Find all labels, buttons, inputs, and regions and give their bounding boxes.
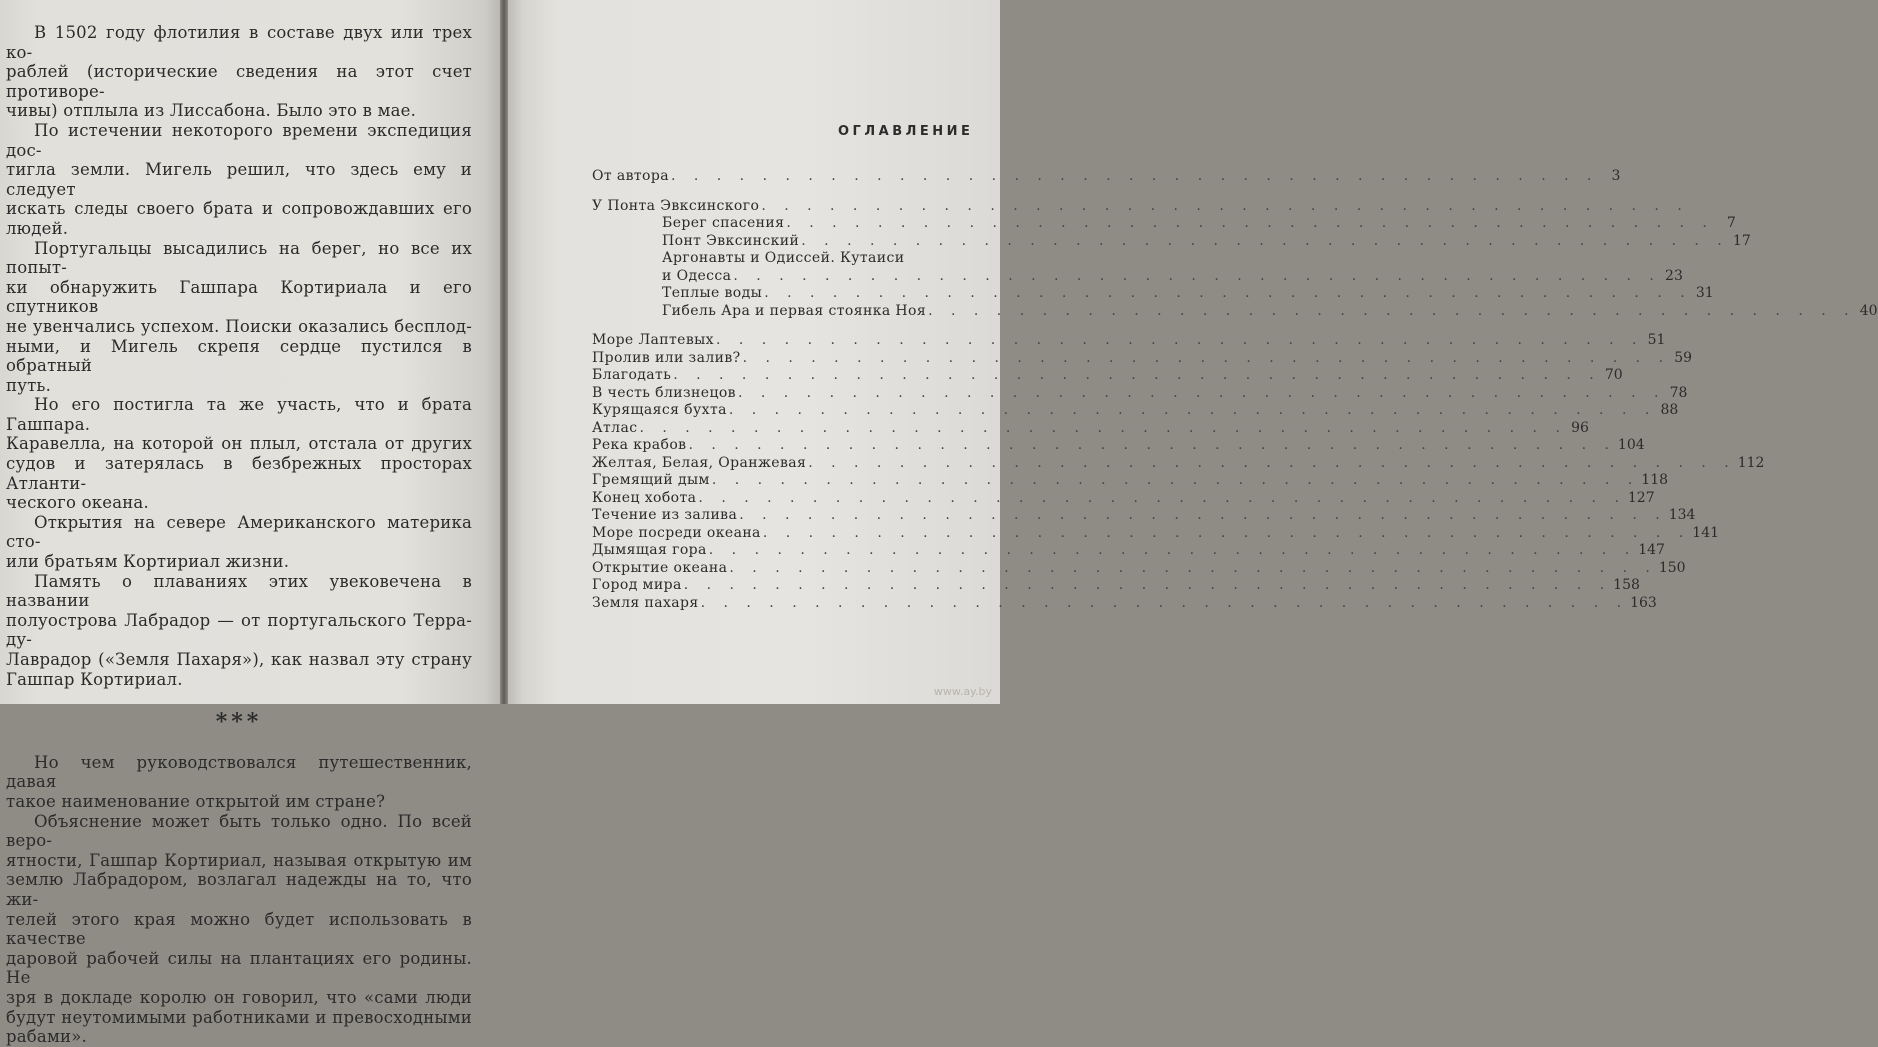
toc-entry-title: Море посреди океана bbox=[592, 524, 761, 541]
toc-entry bbox=[592, 332, 1666, 350]
toc-page-number: 70 bbox=[1604, 367, 1623, 383]
text-line: Объяснение может быть только одно. По всей веро- bbox=[6, 811, 472, 851]
text-line: В 1502 году флотилия в составе двух или трех ко- bbox=[6, 23, 472, 62]
book-gutter bbox=[500, 0, 508, 704]
text-line: раблей (исторические сведения на этот счет противоре- bbox=[6, 62, 472, 101]
toc-page-number: 7 bbox=[1726, 215, 1736, 231]
toc-spacer bbox=[592, 320, 972, 332]
text-line: искать следы своего брата и сопровождавших его bbox=[6, 199, 472, 219]
toc-page-number: 31 bbox=[1695, 285, 1714, 301]
toc-entry-title: Город мира bbox=[592, 577, 682, 593]
toc-entry-title: Река крабов bbox=[592, 437, 687, 453]
toc-leader-dots: . . . . . . . . . . . . . . . . . . . . . . . . . . . . . . . . . . . . . . . . . bbox=[688, 437, 1616, 453]
text-line: тигла земли. Мигель решил, что здесь ему и следует bbox=[6, 160, 472, 199]
toc-entry-title: Теплые воды bbox=[662, 285, 763, 301]
toc-entry-title: От автора bbox=[592, 168, 669, 184]
toc-leader-dots: . . . . . . . . . . . . . . . . . . . . . . . . . . . . . . . . . . . . . . . . . bbox=[928, 302, 1856, 319]
toc-entry-title: Море Лаптевых bbox=[592, 332, 714, 348]
text-line: ятности, Гашпар Кортириал, называя открытую им bbox=[6, 850, 472, 870]
toc-page-number: 112 bbox=[1737, 454, 1765, 471]
text-line: Каравелла, на которой он плыл, отстала от других bbox=[6, 434, 472, 454]
toc-entry bbox=[592, 250, 972, 268]
toc-entry bbox=[592, 215, 1736, 233]
toc-entry bbox=[592, 384, 1688, 403]
toc-entry bbox=[592, 402, 1679, 420]
toc-page-number: 78 bbox=[1669, 384, 1688, 401]
toc-entry bbox=[592, 437, 1645, 455]
paragraph bbox=[6, 812, 472, 1047]
toc-leader-dots: . . . . . . . . . . . . . . . . . . . . . . . . . . . . . . . . . . . . . . . . . bbox=[700, 594, 1629, 611]
paragraph bbox=[6, 23, 472, 121]
text-line: будут неутомимыми работниками и превосходными bbox=[6, 1007, 472, 1027]
toc-entry-title: Понт Эвксинский bbox=[662, 232, 800, 249]
toc-leader-dots: . . . . . . . . . . . . . . . . . . . . . . . . . . . . . . . . . . . . . . . . . bbox=[728, 402, 1657, 418]
text-line: такое наименование открытой им стране? bbox=[6, 791, 386, 811]
toc-entry bbox=[592, 524, 1720, 543]
toc-page-number: 163 bbox=[1630, 594, 1657, 611]
toc-page-number: 88 bbox=[1660, 402, 1679, 418]
text-line: землю Лабрадором, возлагал надежды на то, что жи- bbox=[6, 870, 472, 909]
toc-page-number: 150 bbox=[1658, 559, 1686, 576]
toc-leader-dots: . . . . . . . . . . . . . . . . . . . . . . . . . . . . . . . . . . . . . . . . . bbox=[808, 454, 1736, 471]
toc-entry-title: Открытие океана bbox=[592, 559, 728, 576]
toc-entry bbox=[592, 454, 1765, 473]
toc-entry bbox=[592, 542, 1665, 560]
toc-leader-dots: . . . . . . . . . . . . . . . . . . . . . . . . . . . . . . . . . . . . . . . . . bbox=[683, 577, 1612, 593]
toc-leader-dots: . . . . . . . . . . . . . . . . . . . . . . . . . . . . . . . . . . . . . . . . . bbox=[742, 349, 1671, 366]
toc-leader-dots: . . . . . . . . . . . . . . . . . . . . . . . . . . . . . . . . . . . . . . . . . bbox=[737, 384, 1666, 401]
toc-entry bbox=[592, 302, 1878, 321]
toc-page-number: 118 bbox=[1641, 472, 1669, 488]
toc-page-number: 158 bbox=[1613, 577, 1640, 593]
toc-entry-title: Гибель Ара и первая стоянка Ноя bbox=[662, 302, 927, 319]
text-line: телей этого края можно будет использовать в качестве bbox=[6, 909, 472, 949]
toc-leader-dots: . . . . . . . . . . . . . . . . . . . . . . . . . . . . . . . . . . . . . . . . . bbox=[708, 542, 1637, 558]
toc-entry-title: Гремящий дым bbox=[592, 472, 710, 488]
toc-page-number: 147 bbox=[1638, 542, 1665, 558]
toc-page-number: 3 bbox=[1611, 168, 1621, 184]
text-line: Лаврадор («Земля Пахаря»), как назвал эту страну bbox=[6, 650, 472, 669]
toc-page-number: 23 bbox=[1665, 267, 1683, 284]
text-line: путь. bbox=[6, 375, 52, 395]
toc-page-number: 59 bbox=[1674, 349, 1693, 366]
text-line: чивы) отплыла из Лиссабона. Было это в мае. bbox=[6, 101, 417, 121]
toc-entry bbox=[592, 559, 1686, 578]
toc-entry bbox=[592, 472, 1669, 490]
toc-entry bbox=[592, 489, 1655, 508]
toc-entry-title: Земля пахаря bbox=[592, 594, 699, 611]
text-line: Но чем руководствовался путешественник, давая bbox=[6, 752, 472, 792]
toc-leader-dots: . . . . . . . . . . . . . . . . . . . . . . . . . . . . . . . . . . . . . . . . . bbox=[733, 267, 1661, 284]
text-line: рабами». bbox=[6, 1027, 87, 1047]
toc-entry bbox=[592, 419, 1589, 438]
paragraph bbox=[6, 753, 472, 812]
toc-page-number: 51 bbox=[1647, 332, 1666, 348]
text-line: не увенчались успехом. Поиски оказались бесплод- bbox=[6, 316, 472, 336]
table-of-contents bbox=[592, 168, 1878, 612]
toc-entry-title: Атлас bbox=[592, 419, 638, 436]
toc-leader-dots: . . . . . . . . . . . . . . . . . . . . . . . . . . . . . . . . . . . . . . . . . bbox=[761, 197, 1689, 214]
toc-entry bbox=[592, 577, 1640, 595]
toc-entry-title: Берег спасения bbox=[662, 215, 785, 231]
toc-leader-dots: . . . . . . . . . . . . . . . . . . . . . . . . . . . . . . . . . . . . . . . . . bbox=[786, 215, 1714, 231]
toc-leader-dots: . . . . . . . . . . . . . . . . . . . . . . . . . . . . . . . . . . . . . . . . . bbox=[711, 472, 1640, 488]
toc-entry-title: Течение из залива bbox=[592, 507, 738, 523]
text-line: ческого океана. bbox=[6, 493, 149, 513]
toc-entry bbox=[592, 168, 1621, 186]
toc-entry-title: Аргонавты и Одиссей. Кутаиси bbox=[662, 250, 905, 266]
bottom-paragraphs bbox=[6, 753, 472, 1047]
toc-entry-title: Желтая, Белая, Оранжевая bbox=[592, 454, 807, 471]
text-line: людей. bbox=[6, 218, 69, 238]
toc-spacer bbox=[592, 186, 972, 198]
text-line: судов и затерялась в безбрежных просторах Атланти- bbox=[6, 454, 472, 493]
toc-entry-title: Курящаяся бухта bbox=[592, 402, 727, 418]
toc-page-number: 96 bbox=[1571, 419, 1589, 436]
toc-entry-title: Пролив или залив? bbox=[592, 349, 741, 366]
toc-leader-dots: . . . . . . . . . . . . . . . . . . . . . . . . . . . . . . . . . . . . . . . . . bbox=[670, 168, 1599, 184]
text-line: По истечении некоторого времени экспедиция дос- bbox=[6, 120, 472, 160]
text-line: или братьям Кортириал жизни. bbox=[6, 552, 290, 572]
toc-leader-dots: . . . . . . . . . . . . . . . . . . . . . . . . . . . . . . . . . . . . . . . . . bbox=[762, 524, 1691, 541]
text-line: ки обнаружить Гашпара Кортириала и его спутников bbox=[6, 277, 472, 317]
toc-page-number: 17 bbox=[1732, 232, 1751, 249]
toc-entry bbox=[592, 594, 1657, 613]
top-paragraphs bbox=[6, 23, 472, 689]
toc-page-number: 104 bbox=[1617, 437, 1645, 453]
paragraph bbox=[6, 572, 472, 690]
toc-entry-title: Конец хобота bbox=[592, 489, 697, 506]
toc-entry bbox=[592, 349, 1693, 368]
toc-leader-dots: . . . . . . . . . . . . . . . . . . . . . . . . . . . . . . . . . . . . . . . . . bbox=[639, 419, 1567, 436]
text-line: ными, и Мигель скрепя сердце пустился в обратный bbox=[6, 336, 472, 376]
section-separator: *** bbox=[215, 709, 263, 736]
toc-title: ОГЛАВЛЕНИЕ bbox=[838, 124, 974, 139]
toc-page-number: 134 bbox=[1668, 507, 1696, 523]
toc-page-number: 40 bbox=[1859, 302, 1878, 319]
toc-entry bbox=[592, 232, 1751, 251]
text-line: полуострова Лабрадор — от португальского Терра-ду- bbox=[6, 610, 472, 650]
paragraph bbox=[6, 239, 472, 396]
watermark: www.ay.by bbox=[933, 685, 992, 698]
paragraph bbox=[6, 513, 472, 572]
left-page bbox=[0, 0, 500, 1047]
paragraph bbox=[6, 395, 472, 513]
toc-leader-dots: . . . . . . . . . . . . . . . . . . . . . . . . . . . . . . . . . . . . . . . . . bbox=[715, 332, 1644, 348]
toc-page-number: 127 bbox=[1627, 489, 1655, 506]
toc-leader-dots: . . . . . . . . . . . . . . . . . . . . . . . . . . . . . . . . . . . . . . . . . bbox=[739, 507, 1667, 523]
text-line: зря в докладе королю он говорил, что «сами люди bbox=[6, 987, 472, 1007]
text-line: даровой рабочей силы на плантациях его родины. Не bbox=[6, 948, 472, 988]
toc-entry-title: У Понта Эвксинского bbox=[592, 197, 760, 214]
toc-leader-dots: . . . . . . . . . . . . . . . . . . . . . . . . . . . . . . . . . . . . . . . . . bbox=[764, 285, 1692, 301]
toc-leader-dots: . . . . . . . . . . . . . . . . . . . . . . . . . . . . . . . . . . . . . . . . . bbox=[729, 559, 1657, 576]
text-line: Открытия на севере Американского материка сто- bbox=[6, 512, 472, 552]
toc-leader-dots: . . . . . . . . . . . . . . . . . . . . . . . . . . . . . . . . . . . . . . . . . bbox=[673, 367, 1601, 383]
toc-leader-dots: . . . . . . . . . . . . . . . . . . . . . . . . . . . . . . . . . . . . . . . . . bbox=[698, 489, 1626, 506]
text-line: Португальцы высадились на берег, но все их попыт- bbox=[6, 238, 472, 278]
toc-entry-title: Благодать bbox=[592, 367, 672, 383]
toc-leader-dots: . . . . . . . . . . . . . . . . . . . . . . . . . . . . . . . . . . . . . . . . . bbox=[801, 232, 1729, 249]
body-text bbox=[6, 23, 472, 1047]
text-line: Гашпар Кортириал. bbox=[6, 669, 183, 689]
toc-entry-title: и Одесса bbox=[662, 267, 732, 284]
toc-entry bbox=[592, 285, 1714, 303]
text-line: Но его постигла та же участь, что и брата Гашпара. bbox=[6, 395, 472, 434]
text-line: Память о плаваниях этих увековечена в названии bbox=[6, 571, 472, 611]
toc-entry bbox=[592, 367, 1623, 385]
toc-page-number: 141 bbox=[1692, 524, 1720, 541]
toc-entry bbox=[592, 507, 1696, 525]
paragraph bbox=[6, 121, 472, 239]
toc-entry bbox=[592, 197, 1689, 216]
toc-entry-title: Дымящая гора bbox=[592, 542, 707, 558]
toc-entry bbox=[592, 267, 1683, 286]
toc-entry-title: В честь близнецов bbox=[592, 384, 736, 401]
